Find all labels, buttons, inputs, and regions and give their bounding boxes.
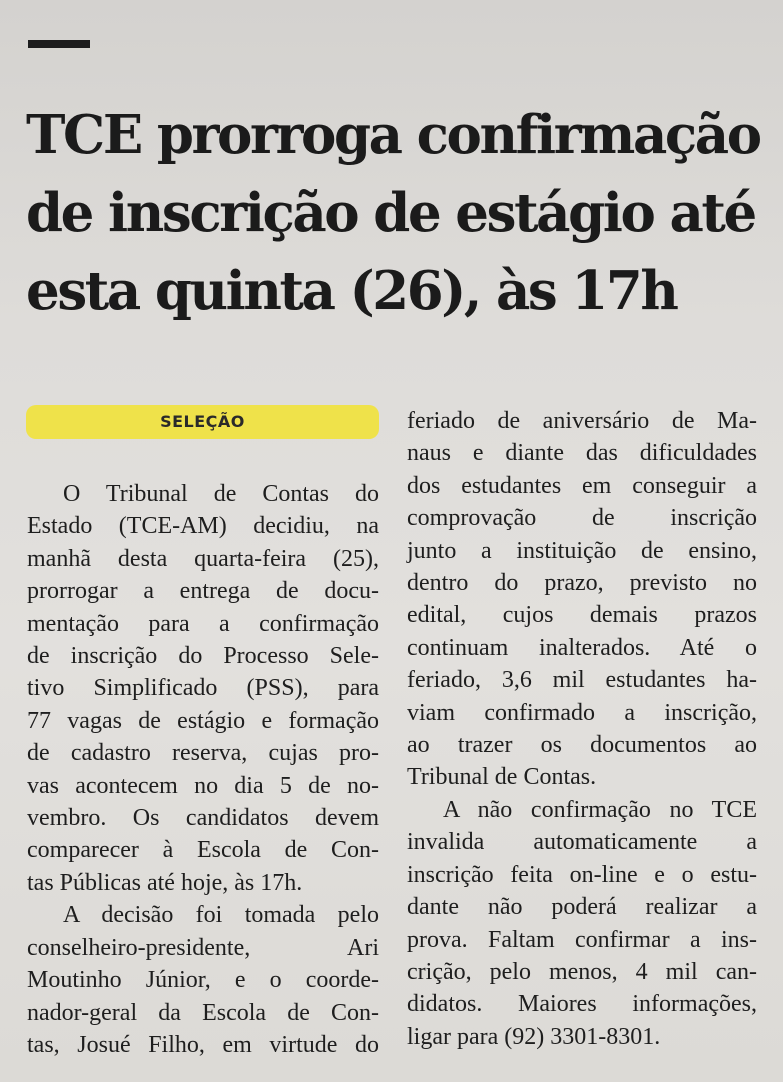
paragraph-line: inscrição feita on-line e o estu- bbox=[407, 861, 757, 888]
paragraph-line: continuam inalterados. Até o bbox=[407, 634, 757, 661]
headline-line: esta quinta (26), às 17h bbox=[26, 260, 677, 322]
paragraph-line: viam confirmado a inscrição, bbox=[407, 699, 757, 726]
paragraph-line: vembro. Os candidatos devem bbox=[27, 805, 379, 832]
paragraph-line: A não confirmação no TCE bbox=[443, 796, 757, 823]
paragraph-line: crição, pelo menos, 4 mil can- bbox=[407, 958, 757, 985]
paragraph-line: ligar para (92) 3301-8301. bbox=[407, 1023, 661, 1050]
paragraph-line: conselheiro-presidente, Ari bbox=[27, 934, 379, 961]
paragraph-line: dante não poderá realizar a bbox=[407, 894, 757, 921]
paragraph-line: vas acontecem no dia 5 de no- bbox=[27, 772, 379, 799]
paragraph-line: comprovação de inscrição bbox=[407, 505, 757, 532]
paragraph-line: Tribunal de Contas. bbox=[407, 764, 597, 791]
paragraph-line: de cadastro reserva, cujas pro- bbox=[27, 740, 379, 767]
paragraph-line: tas Públicas até hoje, às 17h. bbox=[27, 869, 303, 896]
paragraph-line: Moutinho Júnior, e o coorde- bbox=[27, 967, 379, 994]
paragraph-line: didatos. Maiores informações, bbox=[407, 991, 757, 1018]
section-tag: SELEÇÃO bbox=[26, 405, 379, 439]
paragraph-line: nador-geral da Escola de Con- bbox=[27, 999, 379, 1026]
paragraph-line: invalida automaticamente a bbox=[407, 829, 757, 856]
headline-line: TCE prorroga confirmação bbox=[26, 104, 760, 166]
paragraph-line: naus e diante das dificuldades bbox=[407, 440, 757, 467]
article-column-left bbox=[27, 478, 379, 1061]
article-column-right bbox=[407, 405, 757, 1053]
paragraph-line: junto a instituição de ensino, bbox=[407, 537, 757, 564]
paragraph-line: dos estudantes em conseguir a bbox=[407, 472, 757, 499]
paragraph-line: edital, cujos demais prazos bbox=[407, 602, 757, 629]
article-headline bbox=[26, 96, 766, 330]
headline-line: de inscrição de estágio até bbox=[26, 182, 755, 244]
section-rule-mark bbox=[28, 40, 90, 48]
paragraph-line: comparecer à Escola de Con- bbox=[27, 837, 379, 864]
paragraph-line: dentro do prazo, previsto no bbox=[407, 570, 757, 597]
paragraph-line: tas, Josué Filho, em virtude do bbox=[27, 1031, 379, 1058]
paragraph-line: A decisão foi tomada pelo bbox=[63, 902, 379, 929]
paragraph-line: feriado de aniversário de Ma- bbox=[407, 408, 757, 434]
paragraph-line: 77 vagas de estágio e formação bbox=[27, 707, 379, 734]
paragraph-line: de inscrição do Processo Sele- bbox=[27, 643, 379, 670]
paragraph-line: mentação para a confirmação bbox=[27, 610, 379, 637]
paragraph-line: tivo Simplificado (PSS), para bbox=[27, 675, 379, 702]
paragraph-line: feriado, 3,6 mil estudantes ha- bbox=[407, 667, 757, 694]
paragraph-line: Estado (TCE-AM) decidiu, na bbox=[27, 513, 379, 540]
paragraph-line: manhã desta quarta-feira (25), bbox=[27, 545, 379, 572]
paragraph-line: prorrogar a entrega de docu- bbox=[27, 578, 379, 605]
paragraph-line: prova. Faltam confirmar a ins- bbox=[407, 926, 757, 953]
paragraph-line: O Tribunal de Contas do bbox=[63, 481, 379, 507]
paragraph-line: ao trazer os documentos ao bbox=[407, 732, 757, 759]
